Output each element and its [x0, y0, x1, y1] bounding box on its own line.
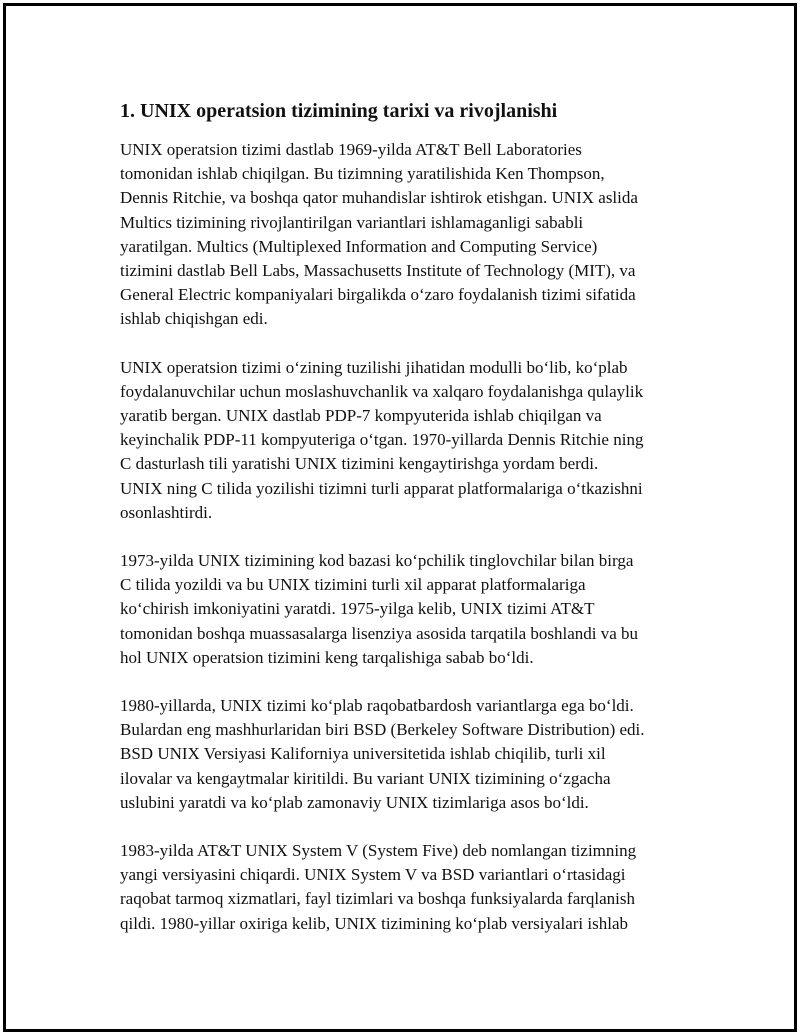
paragraph-1 — [120, 138, 700, 332]
text-line: qildi. 1980-yillar oxiriga kelib, UNIX tizimining ko‘plab versiyalari ishlab — [120, 913, 629, 933]
paragraph-2 — [120, 356, 700, 525]
text-line: tomonidan boshqa muassasalarga lisenziya asosida tarqatila boshlandi va bu — [120, 623, 639, 643]
text-line: C dasturlash tili yaratishi UNIX tizimini kengaytirishga yordam berdi. — [120, 454, 599, 474]
text-line: General Electric kompaniyalari birgalikda o‘zaro foydalanish tizimi sifatida — [120, 285, 636, 305]
text-line: UNIX ning C tilida yozilishi tizimni turli apparat platformalariga o‘tkazishni — [120, 478, 643, 498]
text-line: UNIX operatsion tizimi dastlab 1969-yilda AT&T Bell Laboratories — [120, 140, 582, 159]
text-line: osonlashtirdi. — [120, 502, 213, 522]
text-line: Bulardan eng mashhurlaridan biri BSD (Berkeley Software Distribution) edi. — [120, 720, 645, 740]
page-frame — [3, 3, 797, 1032]
text-line: foydalanuvchilar uchun moslashuvchanlik va xalqaro foydalanishga qulaylik — [120, 381, 644, 401]
text-line: ilovalar va kengaytmalar kiritildi. Bu variant UNIX tizimining o‘zgacha — [120, 768, 611, 788]
text-line: tizimini dastlab Bell Labs, Massachusetts Institute of Technology (MIT), va — [120, 261, 636, 281]
text-line: ishlab chiqishgan edi. — [120, 309, 268, 329]
text-line: 1973-yilda UNIX tizimining kod bazasi ko‘pchilik tinglovchilar bilan birga — [120, 551, 634, 571]
document-body — [120, 96, 700, 960]
text-line: UNIX operatsion tizimi o‘zining tuzilishi jihatidan modulli bo‘lib, ko‘plab — [120, 357, 628, 377]
text-line: 1980-yillarda, UNIX tizimi ko‘plab raqobatbardosh variantlarga ega bo‘ldi. — [120, 696, 634, 716]
paragraph-3 — [120, 549, 700, 670]
text-line: yangi versiyasini chiqardi. UNIX System V va BSD variantlari o‘rtasidagi — [120, 865, 626, 885]
paragraph-4 — [120, 694, 700, 815]
text-line: C tilida yozildi va bu UNIX tizimini turli xil apparat platformalariga — [120, 575, 586, 595]
section-heading: 1. UNIX operatsion tizimining tarixi va rivojlanishi — [120, 100, 558, 122]
text-line: hol UNIX operatsion tizimini keng tarqalishiga sabab bo‘ldi. — [120, 647, 534, 667]
text-line: Dennis Ritchie, va boshqa qator muhandislar ishtirok etishgan. UNIX aslida — [120, 188, 638, 208]
text-line: yaratib bergan. UNIX dastlab PDP-7 kompyuterida ishlab chiqilgan va — [120, 406, 602, 426]
text-line: Multics tizimining rivojlantirilgan variantlari ishlamaganligi sababli — [120, 212, 584, 232]
text-line: raqobat tarmoq xizmatlari, fayl tizimlari va boshqa funksiyalarda farqlanish — [120, 889, 636, 909]
text-line: 1983-yilda AT&T UNIX System V (System Five) deb nomlangan tizimning — [120, 841, 637, 861]
text-line: uslubini yaratdi va ko‘plab zamonaviy UNIX tizimlariga asos bo‘ldi. — [120, 792, 589, 812]
paragraph-5 — [120, 839, 700, 936]
text-line: keyinchalik PDP-11 kompyuteriga o‘tgan. 1970-yillarda Dennis Ritchie ning — [120, 430, 644, 450]
text-line: yaratilgan. Multics (Multiplexed Information and Computing Service) — [120, 236, 598, 256]
text-line: BSD UNIX Versiyasi Kaliforniya universitetida ishlab chiqilib, turli xil — [120, 744, 606, 764]
text-line: tomonidan ishlab chiqilgan. Bu tizimning yaratilishida Ken Thompson, — [120, 164, 605, 184]
text-line: ko‘chirish imkoniyatini yaratdi. 1975-yilga kelib, UNIX tizimi AT&T — [120, 599, 595, 619]
